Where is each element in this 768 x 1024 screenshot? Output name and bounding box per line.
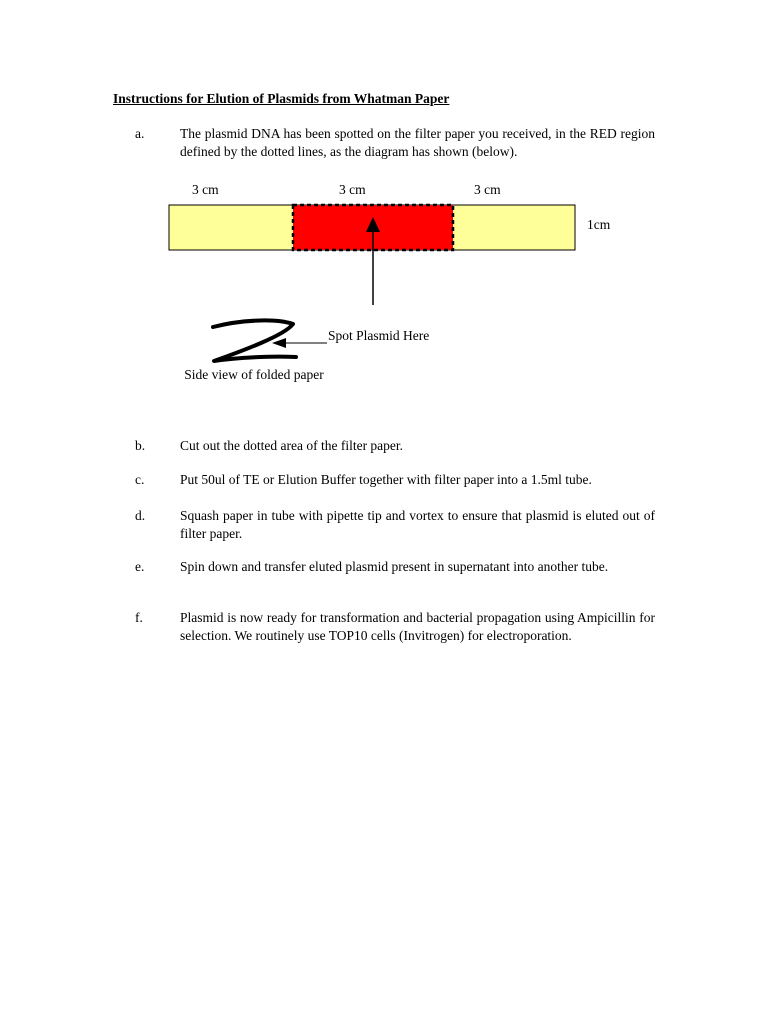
step-text: Put 50ul of TE or Elution Buffer together with filter paper into a 1.5ml tube.: [180, 472, 592, 487]
middle-segment-label: 3 cm: [339, 182, 366, 197]
step-text: Squash paper in tube with pipette tip and vortex to ensure that plasmid is eluted out of filter paper.: [180, 508, 655, 541]
document-title: Instructions for Elution of Plasmids from Whatman Paper: [113, 91, 450, 106]
step-text: Cut out the dotted area of the filter paper.: [180, 438, 404, 453]
step-text: Spin down and transfer eluted plasmid present in supernatant into another tube.: [180, 559, 609, 574]
left-segment-label: 3 cm: [192, 182, 219, 197]
spot-plasmid-label: Spot Plasmid Here: [328, 328, 430, 343]
step-letter: c.: [135, 472, 145, 487]
step-text: The plasmid DNA has been spotted on the filter paper you received, in the RED region defined by the dotted lines, as the diagram has shown (below).: [180, 126, 655, 159]
step-letter: f.: [135, 610, 143, 625]
right-segment-label: 3 cm: [474, 182, 501, 197]
step-text: Plasmid is now ready for transformation and bacterial propagation using Ampicillin for selection. We routinely use TOP10 cells (Invitrogen) for electroporation.: [180, 610, 655, 643]
height-label: 1cm: [587, 217, 611, 232]
side-view-label: Side view of folded paper: [184, 367, 324, 382]
step-letter: a.: [135, 126, 145, 141]
step-letter: d.: [135, 508, 146, 523]
step-letter: e.: [135, 559, 145, 574]
filter-paper-diagram: [0, 0, 768, 420]
spot-label-arrow-head: [272, 338, 286, 348]
step-letter: b.: [135, 438, 146, 453]
